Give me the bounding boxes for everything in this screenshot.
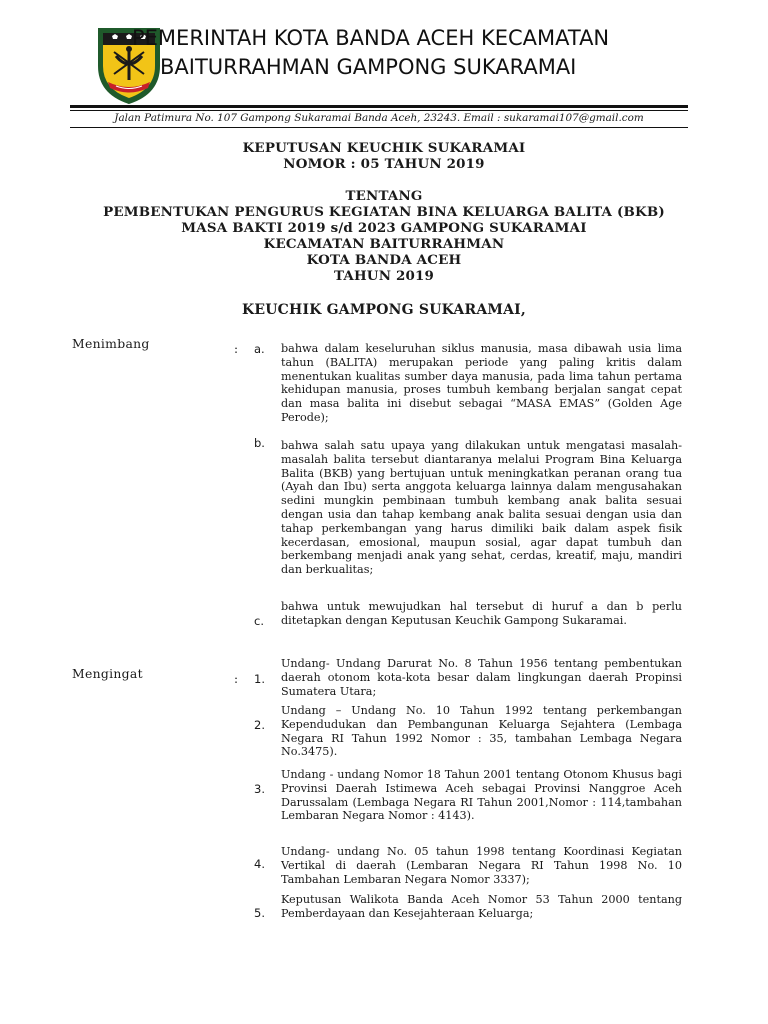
issuing-authority: KEUCHIK GAMPONG SUKARAMAI, [242,302,526,318]
item-marker: 2. [254,718,265,732]
letterhead-title [132,24,692,82]
letterhead-divider-thick [70,105,688,108]
item-marker: b. [254,436,265,450]
letterhead-title-line1: PEMERINTAH KOTA BANDA ACEH KECAMATAN [132,26,610,50]
consideration-item-b: bahwa salah satu upaya yang dilakukan untuk mengatasi masalah-masalah balita tersebut diantaranya melalui Program Bina Keluarga Balita (BKB) yang bertujuan untuk meningkatkan peranan orang tua (Ayah dan Ibu) serta anggota keluarga lainnya dalam mengusahakan sedini mungkin pembinaan tumbuh kembang anak balita sesuai dengan usia dan tahap kembang anak balita sesuai dengan usia dan tahap perkembangan yang harus dimiliki baik dalam aspek fisik kecerdasan, emosional, maupun sosial, agar dapat tumbuh dan berkembang menjadi anak yang sehat, cerdas, kreatif, maju, mandiri dan berkualitas; [281,439,682,577]
item-marker: 4. [254,857,265,871]
letterhead-title-line2: BAITURRAHMAN GAMPONG SUKARAMAI [160,55,577,79]
section-colon: : [234,672,239,686]
decree-subject [60,188,708,284]
subject-line: KOTA BANDA ACEH [306,252,462,268]
legal-basis-item-3: Undang - undang Nomor 18 Tahun 2001 tentang Otonom Khusus bagi Provinsi Daerah Istimewa Aceh sebagai Provinsi Nanggroe Aceh Darussalam (Lembaga Negara RI Tahun 2001,Nomor : 114,tambahan Lembaran Negara Nomor : 4143). [281,768,682,823]
letterhead-divider-bottom [70,127,688,128]
item-marker: 3. [254,782,265,796]
item-marker: 1. [254,672,265,686]
item-marker: c. [254,614,264,628]
section-label-mengingat: Mengingat [72,666,143,681]
subject-line: TAHUN 2019 [333,268,435,284]
decree-title: KEPUTUSAN KEUCHIK SUKARAMAI [242,140,526,156]
item-marker: 5. [254,906,265,920]
letterhead-address: Jalan Patimura No. 107 Gampong Sukaramai Banda Aceh, 23243. Email : sukaramai107@gmail.com [114,112,644,124]
legal-basis-item-4: Undang- undang No. 05 tahun 1998 tentang Koordinasi Kegiatan Vertikal di daerah (Lembaran Negara RI Tahun 1998 No. 10 Tambahan Lembaran Negara Nomor 3337); [281,845,682,886]
section-colon: : [234,342,239,356]
consideration-item-c: bahwa untuk mewujudkan hal tersebut di huruf a dan b perlu ditetapkan dengan Keputusan Keuchik Gampong Sukaramai. [281,600,682,627]
legal-basis-item-1: Undang- Undang Darurat No. 8 Tahun 1956 tentang pembentukan daerah otonom kota-kota besar dalam lingkungan daerah Propinsi Sumatera Utara; [281,657,682,698]
item-marker: a. [254,342,265,356]
legal-basis-item-5: Keputusan Walikota Banda Aceh Nomor 53 Tahun 2000 tentang Pemberdayaan dan Kesejahteraan Keluarga; [281,893,682,920]
subject-line: TENTANG [345,188,423,204]
section-label-menimbang: Menimbang [72,336,150,351]
consideration-item-a: bahwa dalam keseluruhan siklus manusia, masa dibawah usia lima tahun (BALITA) merupakan periode yang paling kritis dalam menentukan kualitas sumber daya manusia, pada lima tahun pertama kehidupan manusia, proses tumbuh kembang berjalan sangat cepat dan masa balita ini disebut sebagai “MASA EMAS” (Golden Age Perode); [281,342,682,424]
legal-basis-item-2: Undang – Undang No. 10 Tahun 1992 tentang perkembangan Kependudukan dan Pembangunan Keluarga Sejahtera (Lembaga Negara RI Tahun 1992 Nomor : 35, tambahan Lembaga Negara No.3475). [281,704,682,759]
subject-line: PEMBENTUKAN PENGURUS KEGIATAN BINA KELUARGA BALITA (BKB) [103,204,665,220]
decree-heading [60,140,708,172]
subject-line: MASA BAKTI 2019 s/d 2023 GAMPONG SUKARAMAI [181,220,587,236]
subject-line: KECAMATAN BAITURRAHMAN [263,236,505,252]
decree-number: NOMOR : 05 TAHUN 2019 [283,156,485,172]
